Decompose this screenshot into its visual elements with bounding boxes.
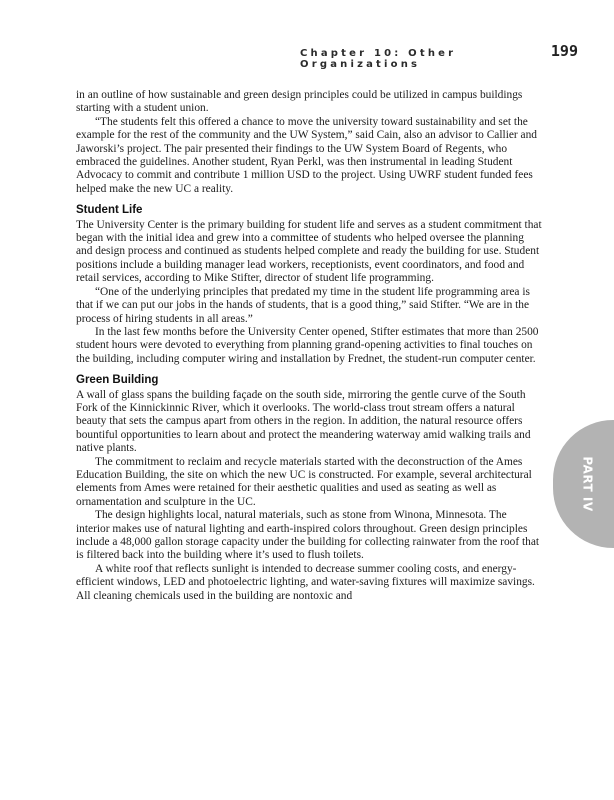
paragraph: In the last few months before the University Center opened, Stifter estimates that more than 2500 student hours were devoted to everything from planning grand-opening activities to final touches on the building, including computer wiring and installation by Frednet, the student-run computer center.	[76, 325, 539, 365]
paragraph: “One of the underlying principles that predated my time in the student life programming area is that if we can put our jobs in the hands of students, that is a good thing,” said Stifter. “We are in the process of hiring students in all areas.”	[76, 285, 530, 325]
paragraph: A wall of glass spans the building façade on the south side, mirroring the gentle curve of the South Fork of the Kinnickinnic River, which it overlooks. The world-class trout stream offers a natural beauty that sets the campus apart from others in the region. In addition, the natural resource offers bountiful opportunities to learn about and protect the meandering waterway amid walking trails and native plants.	[76, 388, 531, 455]
paragraph: A white roof that reflects sunlight is intended to decrease summer cooling costs, and energy-efficient windows, LED and photoelectric lighting, and water-saving fixtures will maximize savings. All cleaning chemicals used in the building are nontoxic and	[76, 562, 535, 602]
paragraph: in an outline of how sustainable and green design principles could be utilized in campus buildings starting with a student union.	[76, 89, 523, 115]
paragraph: The commitment to reclaim and recycle materials started with the deconstruction of the Ames Education Building, the site on which the new UC is constructed. For example, several architectural elements from Ames were retained for their aesthetic qualities and used as seating as well as ornamentation and sculpture in the UC.	[76, 455, 532, 508]
section-heading-student-life: Student Life	[76, 204, 143, 217]
part-side-tab-label-wrap	[562, 420, 614, 548]
paragraph: “The students felt this offered a chance to move the university toward sustainability and set the example for the rest of the community and the UW System,” said Cain, also an advisor to Callier and Jaworski’s project. The pair presented their findings to the UW System Board of Regents, who embraced the guidelines. Another student, Ryan Perkl, was then instrumental in leading Student Advocacy to commit and contribute 1 million USD to the project. Using UWRF student funded fees helped make the new UC a reality.	[76, 115, 537, 195]
body-text	[76, 89, 542, 603]
page-number: 199	[550, 42, 578, 60]
section-heading-green-building: Green Building	[76, 374, 159, 387]
paragraph: The design highlights local, natural materials, such as stone from Winona, Minnesota. The interior makes use of natural lighting and earth-inspired colors throughout. Green design principles include a 48,000 gallon storage capacity under the building for collecting rainwater from the roof that is filtered back into the building where it’s used to flush toilets.	[76, 509, 540, 562]
part-label: PART IV	[581, 456, 596, 512]
chapter-title: Chapter 10: Other Organizations	[300, 48, 457, 70]
running-header	[300, 42, 578, 70]
paragraph: The University Center is the primary building for student life and serves as a student commitment that began with the initial idea and grew into a committee of students who helped oversee the planning and design process and continued as students helped complete and ready the building for use. Student positions include a building manager lead workers, receptionists, event coordinators, and food and retail services, according to Mike Stifter, director of student life programming.	[76, 218, 542, 285]
